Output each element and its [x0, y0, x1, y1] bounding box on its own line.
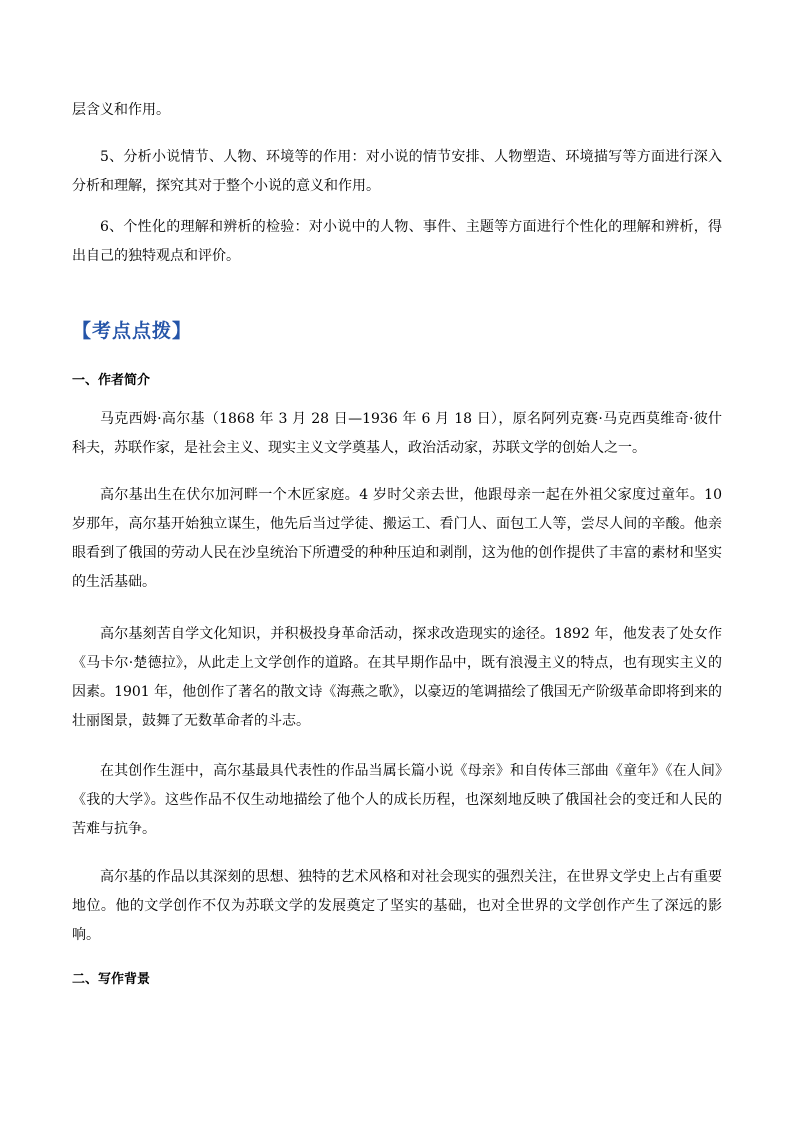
paragraph-continuation: 层含义和作用。	[72, 102, 170, 118]
section-title: 【考点点拨】	[72, 320, 193, 342]
author-intro-heading: 一、作者简介	[72, 373, 151, 388]
author-intro-paragraph-4: 在其创作生涯中，高尔基最具代表性的作品当属长篇小说《母亲》和自传体三部曲《童年》《在人间》《我的大学》。这些作品不仅生动地描绘了他个人的成长历程，也深刻地反映了俄国社会的变迁和人民的苦难与抗争。	[72, 763, 722, 837]
author-intro-paragraph-3: 高尔基刻苦自学文化知识，并积极投身革命活动，探求改造现实的途径。1892 年，他发表了处女作《马卡尔·楚德拉》，从此走上文学创作的道路。在其早期作品中，既有浪漫主义的特点，也有现实主义的因素。1901 年，他创作了著名的散文诗《海燕之歌》，以豪迈的笔调描绘了俄国无产阶级革命即将到来的壮丽图景，鼓舞了无数革命者的斗志。	[72, 626, 722, 729]
author-intro-paragraph-2: 高尔基出生在伏尔加河畔一个木匠家庭。4 岁时父亲去世，他跟母亲一起在外祖父家度过童年。10 岁那年，高尔基开始独立谋生，他先后当过学徒、搬运工、看门人、面包工人等，尝尽人间的辛酸。他亲眼看到了俄国的劳动人民在沙皇统治下所遭受的种种压迫和剥削，这为他的创作提供了丰富的素材和坚实的生活基础。	[72, 487, 722, 590]
background-heading: 二、写作背景	[72, 972, 151, 987]
paragraph-item-6: 6、个性化的理解和辨析的检验：对小说中的人物、事件、主题等方面进行个性化的理解和辨析，得出自己的独特观点和评价。	[72, 219, 722, 264]
author-intro-paragraph-5: 高尔基的作品以其深刻的思想、独特的艺术风格和对社会现实的强烈关注，在世界文学史上占有重要地位。他的文学创作不仅为苏联文学的发展奠定了坚实的基础，也对全世界的文学创作产生了深远的影响。	[72, 869, 722, 943]
paragraph-item-5: 5、分析小说情节、人物、环境等的作用：对小说的情节安排、人物塑造、环境描写等方面进行深入分析和理解，探究其对于整个小说的意义和作用。	[72, 149, 722, 194]
author-intro-paragraph-1: 马克西姆·高尔基（1868 年 3 月 28 日—1936 年 6 月 18 日），原名阿列克赛·马克西莫维奇·彼什科夫，苏联作家，是社会主义、现实主义文学奠基人，政治活动家，苏联文学的创始人之一。	[72, 411, 722, 456]
